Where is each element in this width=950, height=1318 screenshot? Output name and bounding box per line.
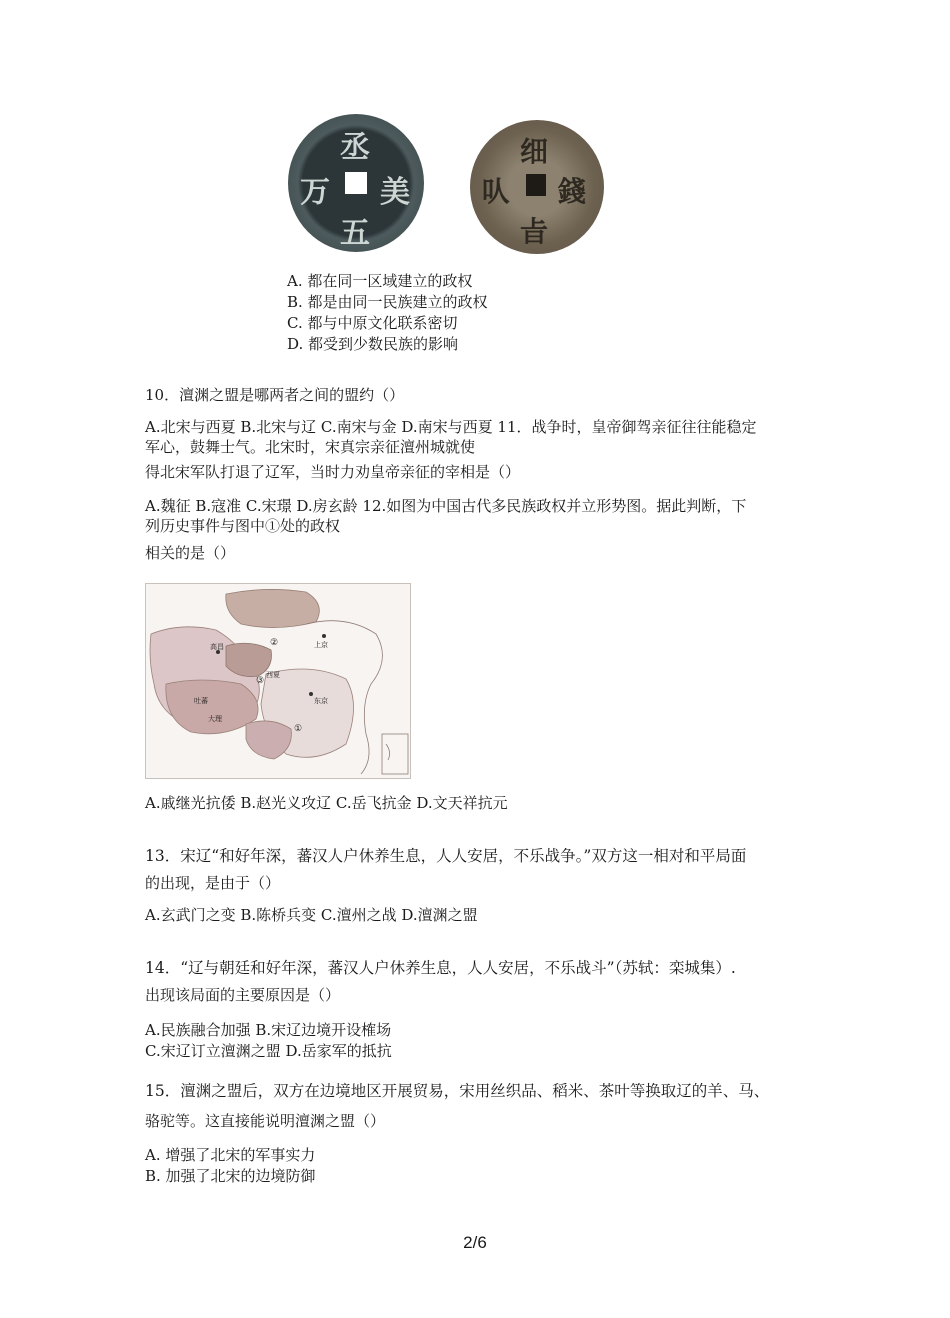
coin-right-char-top: 细 (520, 135, 549, 168)
map-region-xixia (226, 643, 271, 676)
map-label-dali: 大理 (208, 715, 222, 723)
coin-right-char-left: 㕥 (482, 175, 511, 208)
map-label-xixia: 西夏 (266, 671, 280, 679)
coin-images (286, 112, 616, 257)
map-region-tubo (166, 680, 258, 734)
q15-option-b: B. 加强了北宋的边境防御 (145, 1167, 316, 1185)
q12-options: A.戚继光抗倭 B.赵光义攻辽 C.岳飞抗金 D.文天祥抗元 (145, 794, 508, 812)
q15-option-a: A. 增强了北宋的军事实力 (145, 1146, 316, 1164)
coin-left (288, 114, 424, 252)
map-label-tubo: 吐蕃 (194, 697, 208, 705)
q9-option-d: D. 都受到少数民族的影响 (287, 335, 459, 353)
coin-left-char-left: 万 (300, 175, 330, 210)
q14-option-cd: C.宋辽订立澶渊之盟 D.岳家军的抵抗 (145, 1042, 392, 1060)
q12-stem-end: 相关的是（） (145, 544, 236, 562)
map-label-shangjing: 上京 (314, 641, 328, 649)
map-marker-2: ② (270, 638, 279, 648)
map-city-dongjing (309, 692, 313, 696)
map-label-dongjing: 东京 (314, 697, 328, 705)
q13-stem-1: 13．宋辽“和好年深，蕃汉人户休养生息，人人安居，不乐战争。”双方这一相对和平局面 (145, 847, 747, 865)
map-drawing (146, 584, 410, 778)
map-region-dali (246, 721, 291, 759)
q15-stem-1: 15．澶渊之盟后，双方在边境地区开展贸易，宋用丝织品、稻米、茶叶等换取辽的羊、马、 (145, 1082, 770, 1100)
q14-stem-1: 14．“辽与朝廷和好年深，蕃汉人户休养生息，人人安居，不乐战斗”（苏轼：栾城集）. (145, 959, 736, 977)
coin-right-char-right: 錢 (558, 175, 587, 208)
page-number: 2/6 (463, 1233, 487, 1252)
coin-right (470, 120, 604, 254)
map-region-north (226, 589, 320, 627)
q12-stem-cont: 列历史事件与图中①处的政权 (145, 517, 341, 535)
coin-left-char-right: 美 (380, 175, 410, 210)
map-inset-box (382, 734, 408, 774)
q11-stem-cont2: 得北宋军队打退了辽军，当时力劝皇帝亲征的宰相是（） (145, 463, 521, 481)
map-city-shangjing (322, 634, 326, 638)
map-label-gaochang: 高昌 (210, 643, 224, 651)
q11-options-q12-stem: A.魏征 B.寇准 C.宋璟 D.房玄龄 12.如图为中国古代多民族政权并立形势图。据此判断，下 (145, 497, 747, 515)
q14-stem-2: 出现该局面的主要原因是（） (145, 986, 341, 1004)
q11-stem-cont1: 军心，鼓舞士气。北宋时，宋真宗亲征澶州城就使 (145, 438, 476, 456)
map-taiwan (386, 744, 390, 760)
q15-stem-2: 骆驼等。这直接能说明澶渊之盟（） (145, 1112, 386, 1130)
q10-stem: 10．澶渊之盟是哪两者之间的盟约（） (145, 386, 405, 404)
map-marker-3: ③ (256, 676, 265, 686)
coin-left-char-bottom: 五 (340, 216, 370, 251)
map-marker-1: ① (294, 724, 303, 734)
q14-option-ab: A.民族融合加强 B.宋辽边境开设榷场 (145, 1021, 392, 1039)
q9-option-b: B. 都是由同一民族建立的政权 (287, 293, 488, 311)
coin-left-char-top: 丞 (340, 130, 370, 165)
q9-option-a: A. 都在同一区域建立的政权 (287, 272, 473, 290)
q13-options: A.玄武门之变 B.陈桥兵变 C.澶州之战 D.澶渊之盟 (145, 906, 478, 924)
q9-option-c: C. 都与中原文化联系密切 (287, 314, 458, 332)
q13-stem-2: 的出现，是由于（） (145, 874, 281, 892)
q10-options: A.北宋与西夏 B.北宋与辽 C.南宋与金 D.南宋与西夏 11．战争时，皇帝御驾亲征往往能稳定 (145, 418, 757, 436)
coin-right-char-bottom: 㫖 (520, 215, 549, 248)
map-figure (145, 583, 411, 779)
